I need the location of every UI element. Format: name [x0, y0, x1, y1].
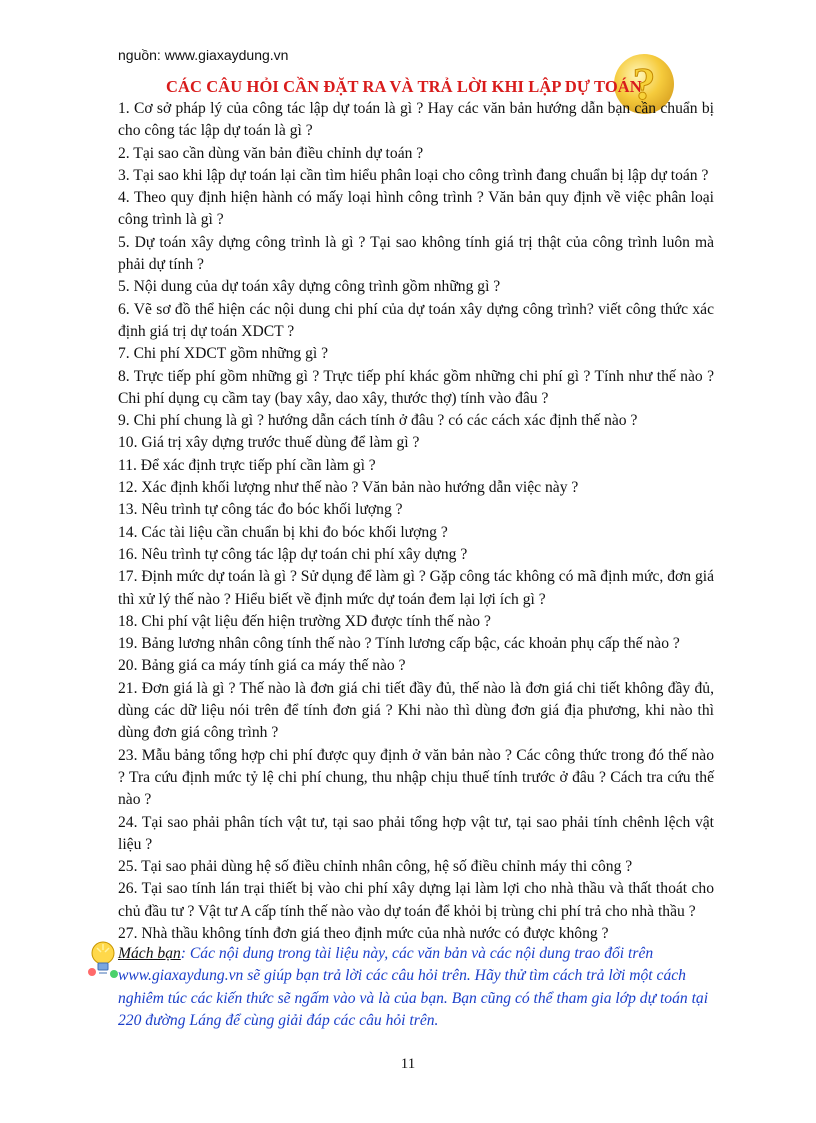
list-item: 11. Để xác định trực tiếp phí cần làm gì ?	[118, 456, 376, 474]
list-item: 4. Theo quy định hiện hành có mấy loại hình công trình ? Văn bản quy định về việc phân loại công trình là gì ?	[118, 189, 714, 229]
list-item: 17. Định mức dự toán là gì ? Sử dụng để làm gì ? Gặp công tác không có mã định mức, đơn giá thì xử lý thế nào ? Hiểu biết về định mức dự toán đem lại lợi ích gì ?	[118, 568, 714, 608]
list-item: 21. Đơn giá là gì ? Thế nào là đơn giá chi tiết đầy đủ, thế nào là đơn giá chi tiết không đầy đủ, dùng các dữ liệu nói trên để tính đơn giá ? Khi nào thì dùng đơn giá địa phương, khi nào thì dùng đơn giá công trình ?	[118, 679, 714, 742]
list-item: 2. Tại sao cần dùng văn bản điều chỉnh dự toán ?	[118, 144, 424, 162]
list-item: 16. Nêu trình tự công tác lập dự toán chi phí xây dựng ?	[118, 545, 468, 563]
tip-box	[118, 943, 714, 1032]
list-item: 3. Tại sao khi lập dự toán lại cần tìm hiểu phân loại cho công trình đang chuẩn bị lập dự toán ?	[118, 166, 709, 184]
list-item: 26. Tại sao tính lán trại thiết bị vào chi phí xây dựng lại làm lợi cho nhà thầu và thất thoát cho chủ đầu tư ? Vật tư A cấp tính thế nào vào dự toán để khỏi bị trùng chi phí trả cho nhà thầu ?	[118, 880, 714, 920]
svg-text:?: ?	[632, 58, 656, 109]
tip-paragraph	[118, 943, 714, 1032]
list-item: 27. Nhà thầu không tính đơn giá theo định mức của nhà nước có được không ?	[118, 924, 609, 942]
list-item: 10. Giá trị xây dựng trước thuế dùng để làm gì ?	[118, 434, 420, 452]
list-item: 13. Nêu trình tự công tác đo bóc khối lượng ?	[118, 501, 403, 519]
list-item: 12. Xác định khối lượng như thế nào ? Văn bản nào hướng dẫn việc này ?	[118, 479, 579, 497]
list-item: 1. Cơ sở pháp lý của công tác lập dự toán là gì ? Hay các văn bản hướng dẫn bạn cần chuẩn bị cho công tác lập dự toán là gì ?	[118, 100, 714, 140]
list-item: 25. Tại sao phải dùng hệ số điều chỉnh nhân công, hệ số điều chỉnh máy thi công ?	[118, 858, 633, 876]
list-item: 6. Vẽ sơ đồ thể hiện các nội dung chi phí của dự toán xây dựng công trình? viết công thức xác định giá trị dự toán XDCT ?	[118, 300, 714, 340]
source-line: nguồn: www.giaxaydung.vn	[118, 47, 289, 63]
list-item: 9. Chi phí chung là gì ? hướng dẫn cách tính ở đâu ? có các cách xác định thế nào ?	[118, 412, 638, 430]
tip-body: : Các nội dung trong tài liệu này, các văn bản và các nội dung trao đổi trên www.giaxaydung.vn sẽ giúp bạn trả lời các câu hỏi trên. Hãy thử tìm cách trả lời một cách nghiêm túc các kiến thức sẽ ngấm vào và là của bạn. Bạn cũng có thể tham gia lớp dự toán tại 220 đường Láng để cùng giải đáp các câu hỏi trên.	[118, 945, 709, 1029]
list-item: 5. Nội dung của dự toán xây dựng công trình gồm những gì ?	[118, 278, 501, 296]
list-item: 7. Chi phí XDCT gồm những gì ?	[118, 345, 329, 363]
list-item: 19. Bảng lương nhân công tính thế nào ? Tính lương cấp bậc, các khoản phụ cấp thế nào ?	[118, 635, 680, 653]
list-item: 20. Bảng giá ca máy tính giá ca máy thế nào ?	[118, 657, 406, 675]
question-list	[118, 98, 714, 945]
page-title: CÁC CÂU HỎI CẦN ĐẶT RA VÀ TRẢ LỜI KHI LẬP DỰ TOÁN	[166, 77, 642, 96]
list-item: 8. Trực tiếp phí gồm những gì ? Trực tiếp phí khác gồm những chi phí gì ? Tính như thế nào ? Chi phí dụng cụ cầm tay (bay xây, dao xây, thước thợ) tính vào đâu ?	[118, 367, 714, 407]
list-item: 18. Chi phí vật liệu đến hiện trường XD được tính thế nào ?	[118, 612, 491, 630]
list-item: 23. Mẫu bảng tổng hợp chi phí được quy định ở văn bản nào ? Các công thức trong đó thế nào ? Tra cứu định mức tỷ lệ chi phí chung, thu nhập chịu thuế tính trước ở đâu ? Cách tra cứu thế nào ?	[118, 746, 714, 809]
list-item: 5. Dự toán xây dựng công trình là gì ? Tại sao không tính giá trị thật của công trình luôn mà phải dự tính ?	[118, 233, 714, 274]
tip-label: Mách bạn	[118, 945, 181, 962]
list-item: 24. Tại sao phải phân tích vật tư, tại sao phải tổng hợp vật tư, tại sao phải tính chênh lệch vật liệu ?	[118, 813, 714, 853]
list-item: 14. Các tài liệu cần chuẩn bị khi đo bóc khối lượng ?	[118, 523, 448, 541]
page-number: 11	[400, 1056, 416, 1072]
lightbulb-icon	[86, 938, 120, 982]
